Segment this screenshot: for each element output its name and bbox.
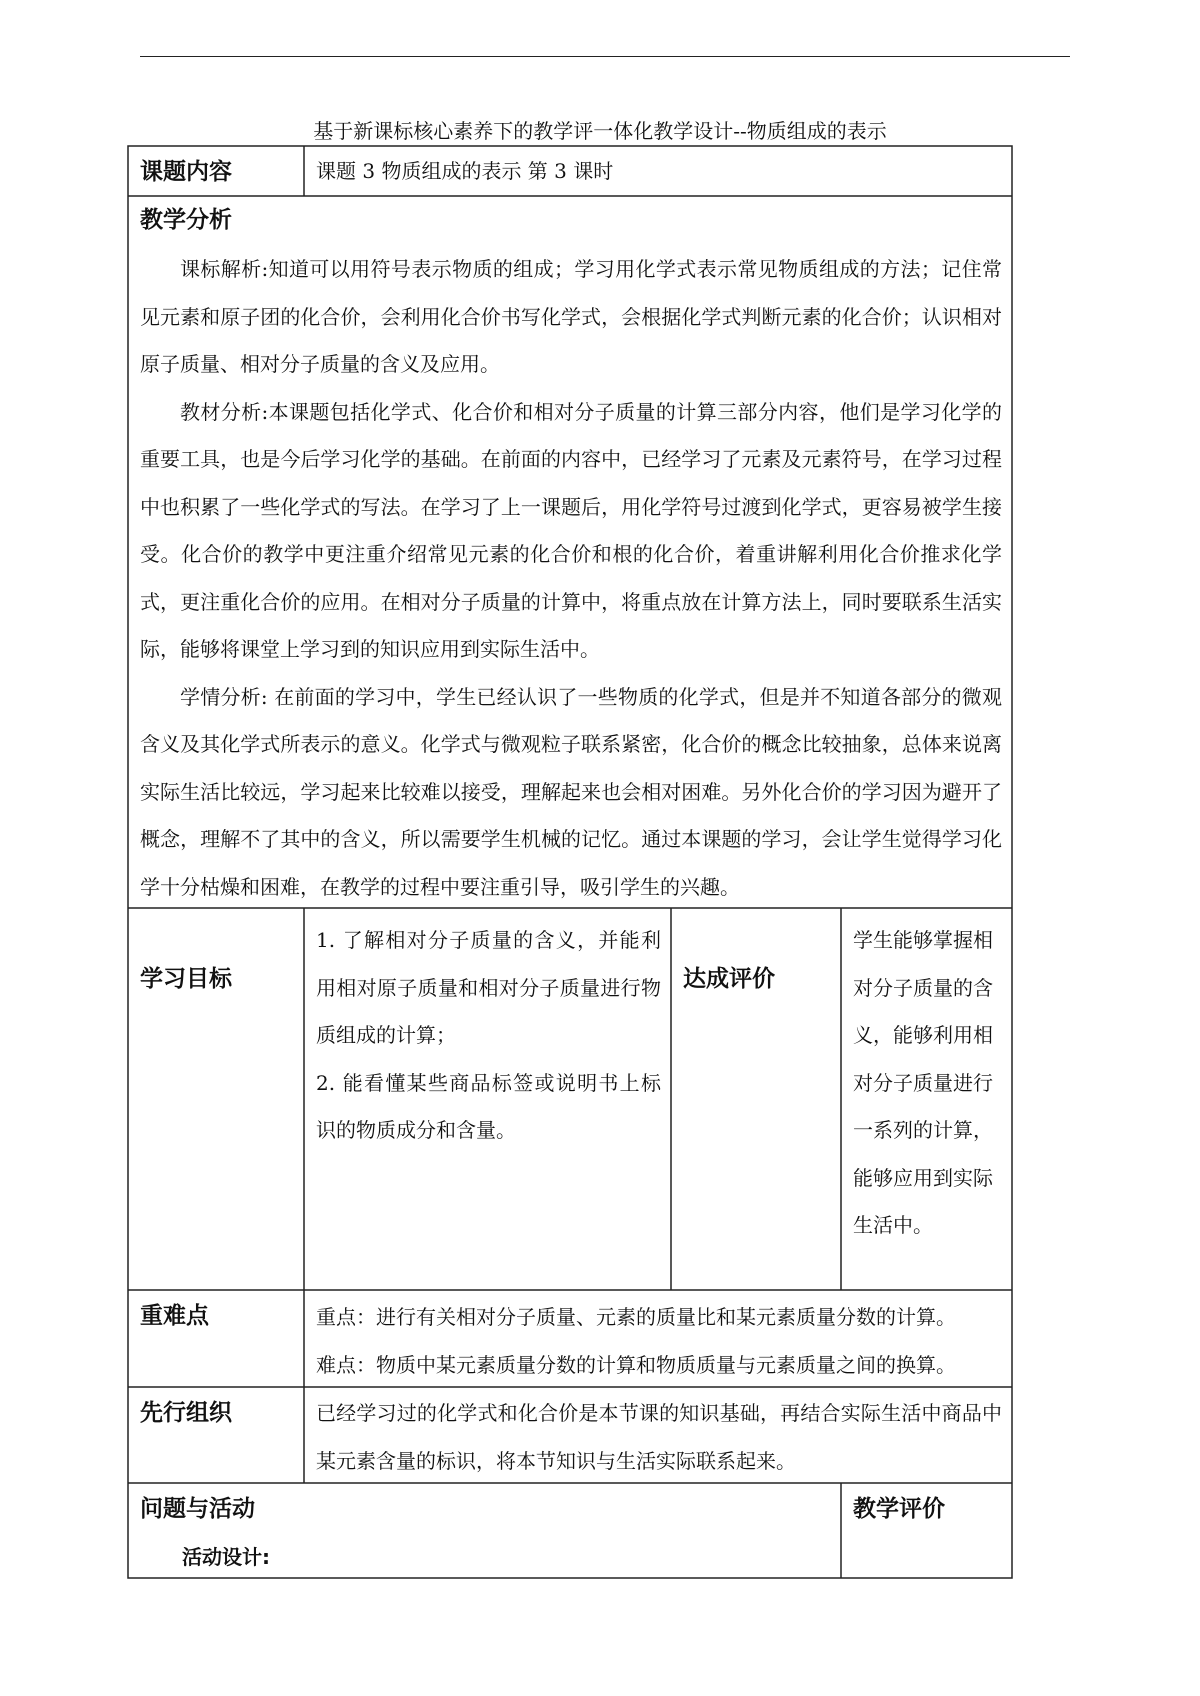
advance-organizer-text: 已经学习过的化学式和化合价是本节课的知识基础，再结合实际生活中商品中某元素含量的标识，将本节知识与生活实际联系起来。: [316, 1401, 1002, 1473]
learner-analysis-paragraph: 学情分析: 在前面的学习中，学生已经认识了一些物质的化学式，但是并不知道各部分的微观含义及其化学式所表示的意义。化学式与微观粒子联系紧密，化合价的概念比较抽象，总体来说离实际生活比较远，学习起来比较难以接受，理解起来也会相对困难。另外化合价的学习因为避开了概念，理解不了其中的含义，所以需要学生机械的记忆。通过本课题的学习，会让学生觉得学习化学十分枯燥和困难，在教学的过程中要注重引导，吸引学生的兴趣。: [140, 684, 1002, 899]
textbook-analysis-paragraph: 教材分析:本课题包括化学式、化合价和相对分子质量的计算三部分内容，他们是学习化学的重要工具，也是今后学习化学的基础。在前面的内容中，已经学习了元素及元素符号，在学习过程中也积累了一些化学式的写法。在学习了上一课题后，用化学符号过渡到化学式，更容易被学生接受。化合价的教学中更注重介绍常见元素的化合价和根的化合价，着重讲解利用化合价推求化学式，更注重化合价的应用。在相对分子质量的计算中，将重点放在计算方法上，同时要联系生活实际，能够将课堂上学习到的知识应用到实际生活中。: [140, 399, 1002, 661]
activities-label: 问题与活动: [140, 1496, 255, 1522]
key-point-line: 重点：进行有关相对分子质量、元素的质量比和某元素质量分数的计算。: [316, 1305, 956, 1329]
objectives-list: [316, 917, 661, 1155]
advance-organizer-label: 先行组织: [140, 1400, 232, 1426]
difficult-point-line: 难点：物质中某元素质量分数的计算和物质质量与元素质量之间的换算。: [316, 1352, 956, 1377]
analysis-label: 教学分析: [140, 207, 232, 233]
assessment-label: 达成评价: [683, 966, 775, 992]
assessment-text: 学生能够掌握相对分子质量的含义，能够利用相对分子质量进行一系列的计算，能够应用到实际生活中。: [853, 928, 993, 1237]
objective-item: 2. 能看懂某些商品标签或说明书上标识的物质成分和含量。: [316, 1070, 661, 1142]
analysis-body: [140, 246, 1002, 911]
document-title: 基于新课标核心素养下的教学评一体化教学设计--物质组成的表示: [313, 119, 887, 143]
teaching-evaluation-label: 教学评价: [853, 1496, 945, 1522]
key-points-body: [316, 1294, 1006, 1389]
topic-label: 课题内容: [140, 159, 232, 185]
activity-design-label: 活动设计:: [182, 1545, 270, 1569]
topic-value: 课题 3 物质组成的表示 第 3 课时: [316, 159, 614, 183]
key-points-label: 重难点: [140, 1303, 209, 1329]
objectives-label: 学习目标: [140, 966, 232, 992]
objective-item: 1. 了解相对分子质量的含义，并能利用相对原子质量和相对分子质量进行物质组成的计算；: [316, 928, 661, 1047]
standards-analysis-paragraph: 课标解析:知道可以用符号表示物质的组成；学习用化学式表示常见物质组成的方法；记住常见元素和原子团的化合价，会利用化合价书写化学式，会根据化学式判断元素的化合价；认识相对原子质量、相对分子质量的含义及应用。: [140, 257, 1002, 376]
